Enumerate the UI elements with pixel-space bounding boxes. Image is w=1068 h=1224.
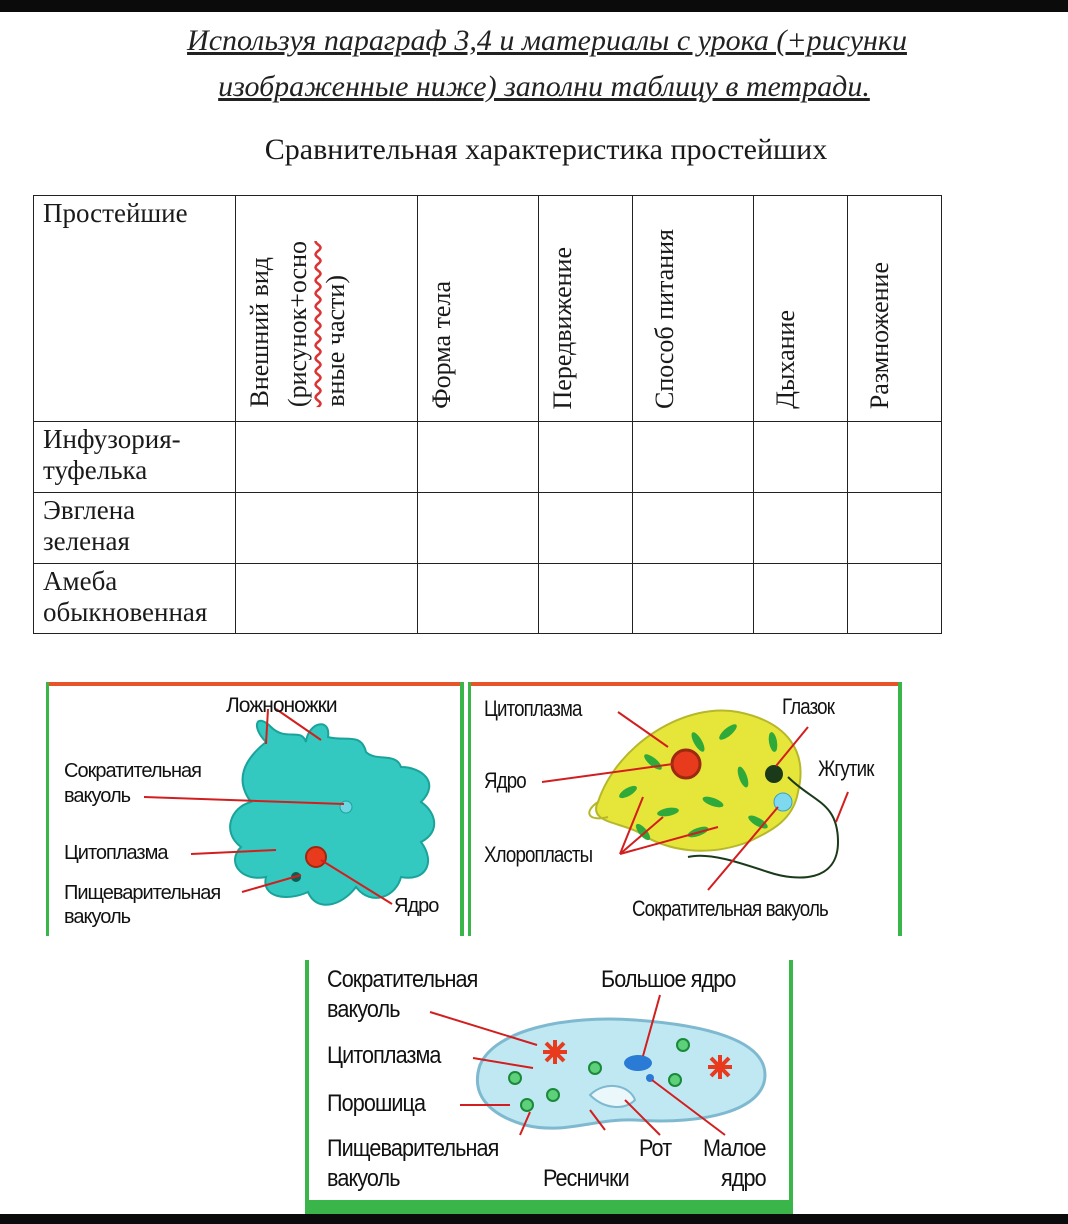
- table-cell[interactable]: [418, 422, 539, 493]
- corner-header: Простейшие: [34, 196, 236, 422]
- table-cell[interactable]: [418, 493, 539, 564]
- label-eyespot: Глазок: [782, 694, 835, 719]
- label-chloroplasts: Хлоропласты: [484, 842, 593, 867]
- label-macronucleus: Большое ядро: [601, 966, 736, 993]
- table-cell[interactable]: [848, 564, 942, 634]
- label-digestive-vacuole-1: Пищеварительная: [327, 1135, 499, 1162]
- table-cell[interactable]: [539, 564, 633, 634]
- label-cilia: Реснички: [543, 1165, 629, 1192]
- table-row: [34, 564, 942, 634]
- comparison-table: [33, 195, 942, 634]
- table-cell[interactable]: [848, 493, 942, 564]
- table-cell[interactable]: [236, 564, 418, 634]
- table-cell[interactable]: [539, 493, 633, 564]
- label-anal-pore: Порошица: [327, 1090, 426, 1117]
- col-header-nutrition-text: Способ питания: [650, 228, 679, 409]
- table-cell[interactable]: [754, 564, 848, 634]
- label-digestive-vacuole-1: Пищеварительная: [64, 882, 221, 904]
- col-header-appearance-line1: Внешний вид: [245, 256, 274, 407]
- col-header-locomotion-text: Передвижение: [548, 246, 577, 409]
- label-cytoplasm: Цитоплазма: [64, 842, 168, 864]
- table-cell[interactable]: [633, 564, 754, 634]
- col-header-locomotion: [539, 196, 633, 422]
- col-header-nutrition: [633, 196, 754, 422]
- euglena-illustration: [468, 682, 902, 936]
- label-contractile-vacuole: Сократительная вакуоль: [632, 896, 828, 921]
- row-name-euglena: Эвглена зеленая: [34, 493, 236, 564]
- label-contractile-vacuole-2: вакуоль: [327, 996, 400, 1023]
- paramecium-illustration: [305, 960, 793, 1214]
- label-contractile-vacuole-1: Сократительная: [64, 760, 201, 782]
- label-digestive-vacuole-2: вакуоль: [327, 1165, 400, 1192]
- label-digestive-vacuole-2: вакуоль: [64, 906, 131, 928]
- label-pseudopods: Ложноножки: [226, 694, 337, 717]
- label-cytoplasm: Цитоплазма: [327, 1042, 441, 1069]
- label-cytoplasm: Цитоплазма: [484, 696, 582, 721]
- label-nucleus: Ядро: [484, 768, 526, 793]
- label-micronucleus-2: ядро: [721, 1165, 766, 1192]
- label-nucleus: Ядро: [394, 895, 439, 917]
- table-row: [34, 422, 942, 493]
- col-header-body-shape-text: Форма тела: [427, 281, 456, 409]
- table-cell[interactable]: [236, 422, 418, 493]
- label-contractile-vacuole-1: Сократительная: [327, 966, 478, 993]
- table-cell[interactable]: [848, 422, 942, 493]
- table-cell[interactable]: [539, 422, 633, 493]
- table-header-row: [34, 196, 942, 422]
- instruction-line-2: изображенные ниже) заполни таблицу в тетради.: [218, 70, 870, 103]
- row-name-paramecium: Инфузория- туфелька: [34, 422, 236, 493]
- table-cell[interactable]: [236, 493, 418, 564]
- table-row: [34, 493, 942, 564]
- table-cell[interactable]: [418, 564, 539, 634]
- instruction-line-1: Используя параграф 3,4 и материалы с урока (+рисунки: [187, 24, 907, 57]
- col-header-body-shape: [418, 196, 539, 422]
- table-title: Сравнительная характеристика простейших: [264, 133, 828, 166]
- table-cell[interactable]: [633, 493, 754, 564]
- col-header-appearance-line2: (рисунок+осно: [283, 240, 312, 407]
- label-flagellum: Жгутик: [818, 756, 874, 781]
- col-header-reproduction: [848, 196, 942, 422]
- amoeba-illustration: [46, 682, 464, 936]
- col-header-respiration: [754, 196, 848, 422]
- table-cell[interactable]: [754, 493, 848, 564]
- col-header-respiration-text: Дыхание: [771, 310, 800, 409]
- table-cell[interactable]: [633, 422, 754, 493]
- row-name-amoeba: Амеба обыкновенная: [34, 564, 236, 634]
- col-header-appearance: [236, 196, 418, 422]
- col-header-reproduction-text: Размножение: [865, 261, 894, 409]
- label-mouth: Рот: [639, 1135, 672, 1162]
- bottom-black-bar: [0, 1214, 1068, 1224]
- top-black-bar: [0, 0, 1068, 12]
- label-contractile-vacuole-2: вакуоль: [64, 785, 131, 807]
- table-cell[interactable]: [754, 422, 848, 493]
- col-header-appearance-line3: вные части): [321, 275, 350, 407]
- label-micronucleus-1: Малое: [703, 1135, 766, 1162]
